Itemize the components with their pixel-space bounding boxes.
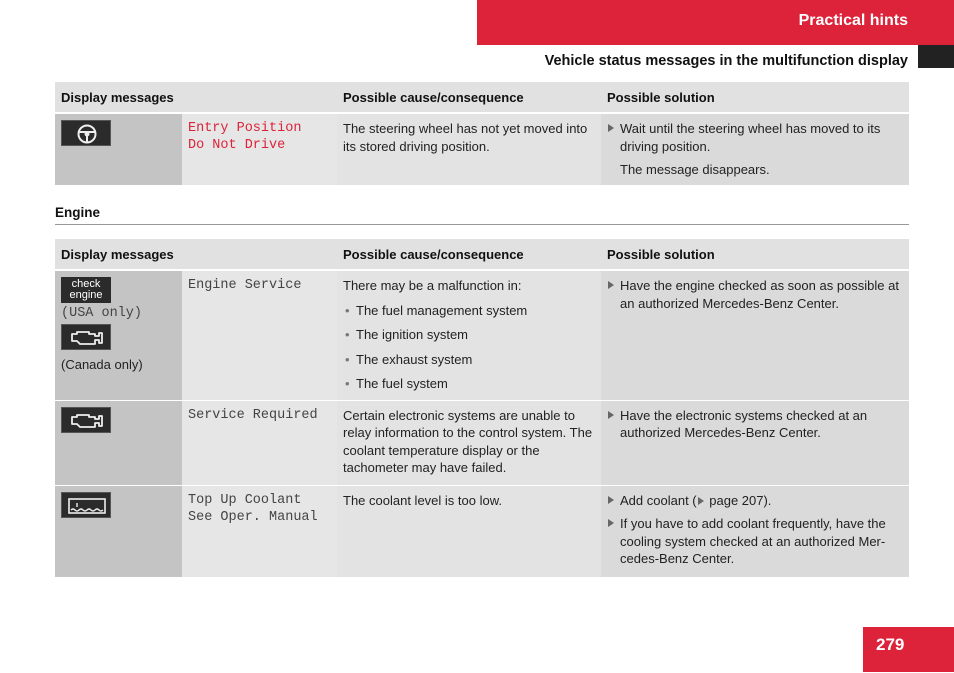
page-number: 279 [876, 635, 905, 654]
display-message-cell [182, 113, 337, 185]
cause-text: There may be a malfunction in: [343, 278, 522, 293]
col-header-solution: Possible solution [601, 82, 909, 113]
cause-text: The coolant level is too low. [343, 492, 502, 508]
solution-cell [601, 485, 909, 577]
solution-item: Have the engine checked as soon as possible at an authorized Mercedes-Benz Center. [607, 277, 903, 312]
page-reference-link[interactable]: page 207). [709, 492, 772, 508]
coolant-level-icon [61, 492, 111, 518]
cause-cell [337, 270, 601, 400]
col-header-display: Display messages [55, 82, 337, 113]
col-header-solution: Possible solution [601, 239, 909, 270]
table-row [55, 270, 909, 400]
list-item: • The ignition system [343, 326, 595, 344]
icon-cell [55, 400, 182, 485]
cause-text: Certain electronic systems are unable to relay information to the control system. The coolant temperature display or the tachometer may have failed. [343, 407, 593, 475]
page-ref-arrow-icon [698, 497, 704, 505]
solution-item: Add coolant ( page 207). [607, 492, 903, 510]
display-message-cell [182, 400, 337, 485]
display-message: Engine Service [188, 278, 302, 293]
usa-only-label: (USA only) [61, 306, 143, 321]
display-message: Service Required [188, 407, 318, 423]
table-row [55, 485, 909, 577]
display-message: Entry Position Do Not Drive [188, 121, 302, 153]
solution-item: Wait until the steering wheel has moved to its driving position. [607, 120, 903, 155]
cause-cell [337, 485, 601, 577]
col-header-display: Display messages [55, 239, 337, 270]
cause-text: The steering wheel has not yet moved into its stored driving position. [343, 121, 588, 154]
display-message-cell [182, 270, 337, 400]
solution-cell [601, 270, 909, 400]
page-subtitle: Vehicle status messages in the multifunction display [544, 53, 908, 69]
list-item: • The exhaust system [343, 351, 595, 369]
triangle-bullet-icon [608, 519, 614, 527]
cause-cell [337, 113, 601, 185]
col-header-cause: Possible cause/consequence [337, 82, 601, 113]
status-table-steering [55, 82, 909, 186]
triangle-bullet-icon [608, 496, 614, 504]
list-item: • The fuel management system [343, 302, 595, 320]
triangle-bullet-icon [608, 281, 614, 289]
solution-cell [601, 113, 909, 185]
icon-cell [55, 485, 182, 577]
triangle-bullet-icon [608, 124, 614, 132]
display-message-cell [182, 485, 337, 577]
status-table-engine [55, 239, 909, 578]
canada-only-label: (Canada only) [61, 356, 143, 372]
section-tab [918, 45, 954, 68]
check-engine-icon: check engine [61, 277, 111, 303]
icon-cell [55, 270, 182, 400]
triangle-bullet-icon [608, 411, 614, 419]
solution-cell [601, 400, 909, 485]
divider [55, 224, 909, 225]
table-row [55, 113, 909, 185]
engine-icon [61, 324, 111, 350]
section-heading: Engine [55, 205, 101, 220]
icon-cell [55, 113, 182, 185]
cause-cell [337, 400, 601, 485]
display-message: Top Up Coolant See Oper. Manual [188, 492, 318, 525]
solution-note: The message disappears. [620, 162, 770, 177]
list-item: • The fuel system [343, 375, 595, 393]
table-row [55, 400, 909, 485]
steering-wheel-icon [61, 120, 111, 146]
page-title: Practical hints [798, 12, 908, 29]
col-header-cause: Possible cause/consequence [337, 239, 601, 270]
solution-item: If you have to add coolant frequently, have the cooling system checked at an authorized Mer-cedes-Benz Center. [607, 515, 903, 568]
engine-icon [61, 407, 111, 433]
solution-item: Have the electronic systems checked at an authorized Mercedes-Benz Center. [607, 407, 903, 442]
